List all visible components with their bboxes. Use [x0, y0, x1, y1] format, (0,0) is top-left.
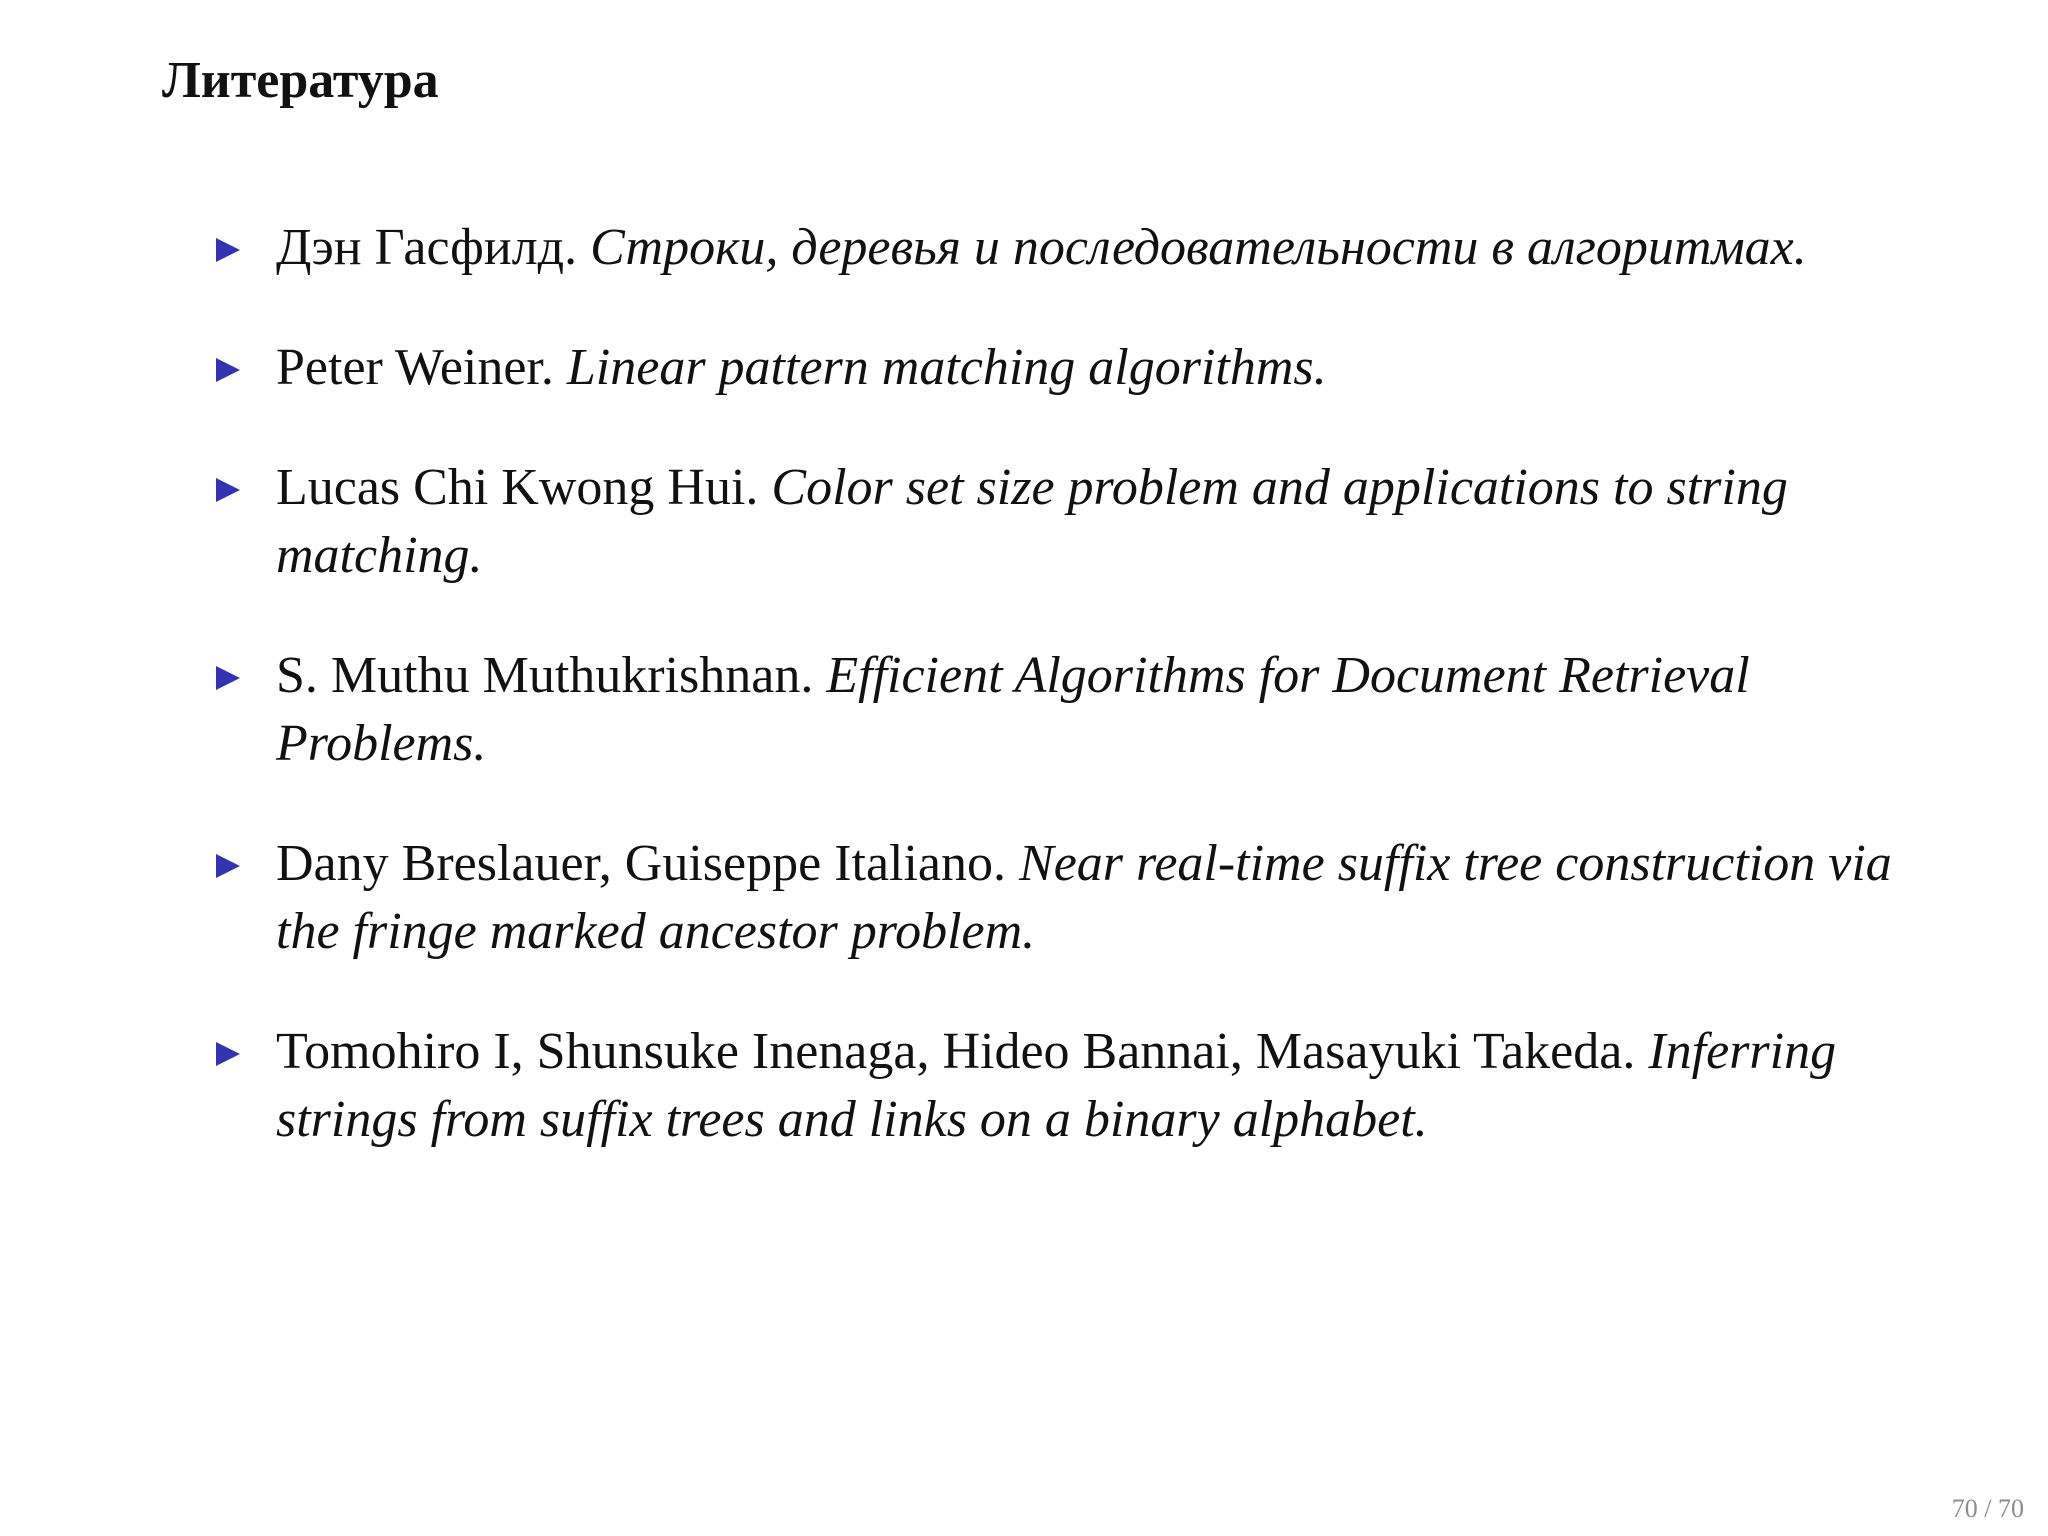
triangle-bullet-icon [216, 358, 240, 382]
reference-title: Near real-time suffix tree construction via the fringe marked ancestor problem. [276, 835, 1892, 960]
reference-item [212, 1018, 1912, 1154]
reference-authors: Lucas Chi Kwong Hui. [276, 459, 759, 516]
slide-title: Литература [162, 52, 439, 109]
reference-authors: S. Muthu Muthukrishnan. [276, 647, 814, 704]
reference-authors: Дэн Гасфилд. [276, 219, 578, 276]
reference-item [212, 642, 1912, 778]
reference-title: Inferring strings from suffix trees and links on a binary alphabet. [276, 1023, 1837, 1148]
reference-list [212, 214, 1912, 1206]
reference-item [212, 830, 1912, 966]
reference-item [212, 334, 1912, 402]
reference-authors: Peter Weiner. [276, 339, 554, 396]
triangle-bullet-icon [216, 478, 240, 502]
triangle-bullet-icon [216, 666, 240, 690]
reference-title: Строки, деревья и последовательности в алгоритмах. [590, 219, 1807, 276]
reference-title: Efficient Algorithms for Document Retrieval Problems. [276, 647, 1750, 772]
reference-authors: Tomohiro I, Shunsuke Inenaga, Hideo Bannai, Masayuki Takeda. [276, 1023, 1636, 1080]
reference-title: Color set size problem and applications to string matching. [276, 459, 1788, 584]
triangle-bullet-icon [216, 1042, 240, 1066]
triangle-bullet-icon [216, 238, 240, 262]
triangle-bullet-icon [216, 854, 240, 878]
reference-item [212, 214, 1912, 282]
reference-title: Linear pattern matching algorithms. [566, 339, 1327, 396]
page-number: 70 / 70 [1951, 1494, 2024, 1523]
reference-authors: Dany Breslauer, Guiseppe Italiano. [276, 835, 1007, 892]
reference-item [212, 454, 1912, 590]
